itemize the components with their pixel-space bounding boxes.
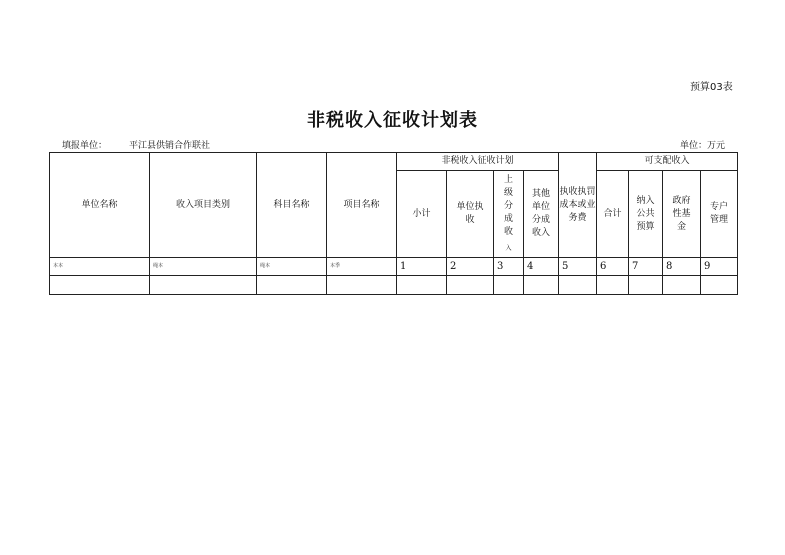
table-cell xyxy=(447,276,494,295)
table-cell xyxy=(327,276,397,295)
col-subject-name: 科目名称 xyxy=(257,153,327,258)
filler-label: 填报单位： xyxy=(62,141,108,151)
col-penalty-cost: 执收执罚成本或业务费 xyxy=(559,153,597,258)
table-cell xyxy=(629,276,663,295)
code-cell: 本本 xyxy=(50,258,150,276)
col-upper-share: 上级分成收 入 xyxy=(494,171,524,258)
col-total: 合计 xyxy=(597,171,629,258)
col-public-budget: 纳入公共预算 xyxy=(629,171,663,258)
code-num: 3 xyxy=(494,258,524,276)
table-cell xyxy=(663,276,701,295)
table-cell xyxy=(50,276,150,295)
filler-info xyxy=(62,138,210,151)
code-cell: 绳本 xyxy=(257,258,327,276)
code-num: 4 xyxy=(524,258,559,276)
col-special-mgmt: 专户管理 xyxy=(701,171,738,258)
col-project-name: 项目名称 xyxy=(327,153,397,258)
table-cell xyxy=(597,276,629,295)
page-title: 非税收入征收计划表 xyxy=(307,110,478,131)
table-cell xyxy=(559,276,597,295)
filler-org: 平江县供销合作联社 xyxy=(129,141,211,151)
code-num: 6 xyxy=(597,258,629,276)
code-num: 9 xyxy=(701,258,738,276)
table-cell xyxy=(257,276,327,295)
table-cell xyxy=(397,276,447,295)
nontax-plan-table xyxy=(49,152,738,295)
code-num: 5 xyxy=(559,258,597,276)
code-row xyxy=(50,258,738,276)
group-disposable-income: 可支配收入 xyxy=(597,153,738,171)
code-num: 8 xyxy=(663,258,701,276)
col-unit-collect: 单位执收 xyxy=(447,171,494,258)
col-fund: 政府性基金 xyxy=(663,171,701,258)
table-row xyxy=(50,276,738,295)
code-cell: 绳本 xyxy=(150,258,257,276)
col-subtotal: 小计 xyxy=(397,171,447,258)
code-cell: 本季 xyxy=(327,258,397,276)
code-num: 1 xyxy=(397,258,447,276)
col-income-category: 收入项目类别 xyxy=(150,153,257,258)
table-cell xyxy=(701,276,738,295)
col-unit-name: 单位名称 xyxy=(50,153,150,258)
table-cell xyxy=(494,276,524,295)
code-num: 7 xyxy=(629,258,663,276)
group-nontax-plan: 非税收入征收计划 xyxy=(397,153,559,171)
code-num: 2 xyxy=(447,258,494,276)
table-cell xyxy=(150,276,257,295)
unit-label: 单位：万元 xyxy=(680,141,726,151)
col-other-share: 其他单位分成收入 xyxy=(524,171,559,258)
form-code: 预算03表 xyxy=(690,82,733,93)
table-cell xyxy=(524,276,559,295)
